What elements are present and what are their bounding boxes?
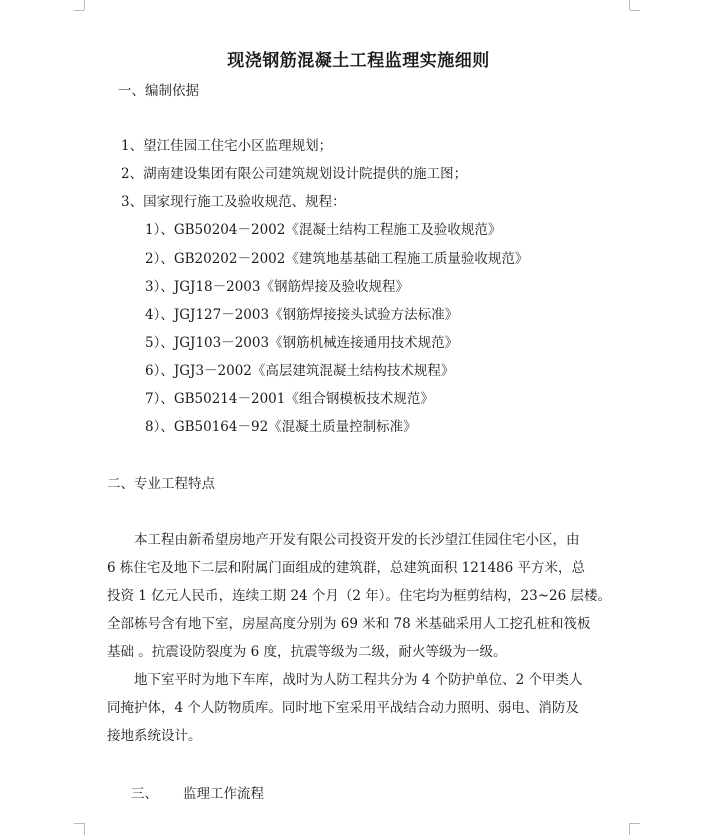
- paragraph-line: 全部栋号含有地下室，房屋高度分别为 69 米和 78 米基础采用人工挖孔桩和筏板: [107, 616, 591, 632]
- crop-mark-bottom-right: [629, 823, 630, 835]
- paragraph-line: 同掩护体，4 个人防物质库。同时地下室采用平战结合动力照明、弱电、消防及: [107, 700, 579, 716]
- standard-item: 7）、GB50214－2001《组合钢模板技术规范》: [145, 391, 434, 407]
- crop-mark-bottom-left: [84, 823, 85, 835]
- standard-item: 4）、JGJ127－2003《钢筋焊接接头试验方法标准》: [145, 307, 459, 323]
- crop-mark-top-right-h: [630, 10, 640, 11]
- standard-item: 5）、JGJ103－2003《钢筋机械连接通用技术规范》: [145, 335, 459, 351]
- crop-mark-bottom-left-h: [74, 823, 84, 824]
- section-heading-3: 监理工作流程: [183, 786, 264, 802]
- standard-item: 8）、GB50164－92《混凝土质量控制标准》: [145, 419, 417, 435]
- basis-item: 1、望江佳园工住宅小区监理规划；: [121, 138, 333, 154]
- paragraph-line: 地下室平时为地下车库，战时为人防工程共分为 4 个防护单位、2 个甲类人: [107, 672, 583, 688]
- paragraph-line: 接地系统设计。: [107, 728, 202, 744]
- standard-item: 3）、JGJ18－2003《钢筋焊接及验收规程》: [145, 279, 409, 295]
- section-number-3: 三、: [131, 786, 158, 802]
- basis-item: 3、国家现行施工及验收规范、规程：: [121, 194, 346, 210]
- section-heading-2: 二、专业工程特点: [107, 476, 215, 492]
- section-heading-1: 一、编制依据: [118, 83, 199, 99]
- standard-item: 6）、JGJ3－2002《高层建筑混凝土结构技术规程》: [145, 363, 455, 379]
- paragraph-line: 本工程由新希望房地产开发有限公司投资开发的长沙望江佳园住宅小区，由: [107, 532, 580, 548]
- crop-mark-top-right: [629, 0, 630, 10]
- crop-mark-top-left: [84, 0, 85, 10]
- paragraph-line: 投资 1 亿元人民币，连续工期 24 个月（2 年）。住宅均为框剪结构，23~26 层楼。: [107, 588, 612, 604]
- standard-item: 1）、GB50204－2002《混凝土结构工程施工及验收规范》: [145, 222, 502, 238]
- crop-mark-top-left-h: [74, 10, 84, 11]
- basis-item: 2、湖南建设集团有限公司建筑规划设计院提供的施工图；: [121, 166, 468, 182]
- paragraph-line: 基础 。抗震设防裂度为 6 度，抗震等级为二级，耐火等级为一级。: [107, 644, 507, 660]
- standard-item: 2）、GB20202－2002《建筑地基基础工程施工质量验收规范》: [145, 251, 529, 267]
- paragraph-line: 6 栋住宅及地下二层和附属门面组成的建筑群，总建筑面积 121486 平方米，总: [107, 560, 585, 576]
- crop-mark-bottom-right-h: [630, 823, 640, 824]
- document-title: 现浇钢筋混凝土工程监理实施细则: [227, 51, 490, 71]
